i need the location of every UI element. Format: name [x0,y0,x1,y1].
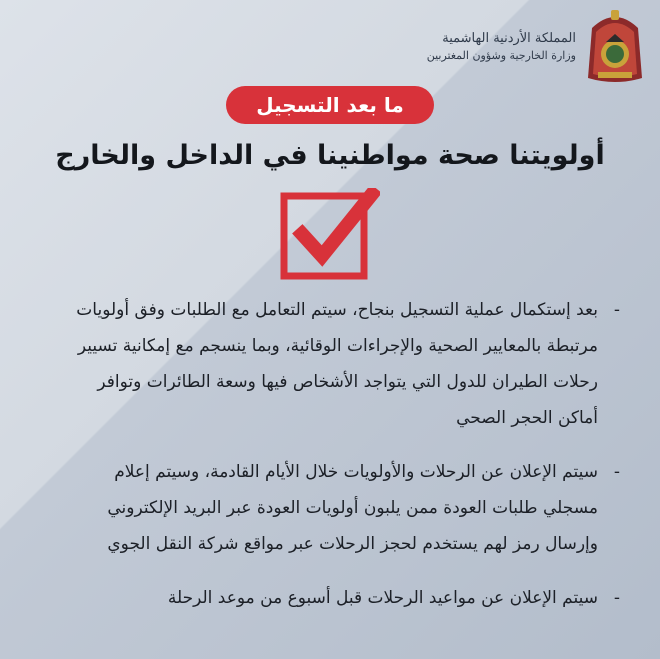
ministry-name [427,30,576,64]
list-item [60,580,620,616]
list-item [60,292,620,436]
section-badge-label: ما بعد التسجيل [256,93,404,117]
bullet-dash: - [613,300,620,320]
header [427,8,646,86]
ministry-line2: وزارة الخارجية وشؤون المغتربين [426,49,576,62]
list-item-text: سيتم الإعلان عن مواعيد الرحلات قبل أسبوع من موعد الرحلة [167,588,598,608]
checkbox-checked-icon [280,188,380,282]
bullet-dash: - [613,462,620,482]
list-item [60,454,620,562]
bullet-dash: - [613,588,620,608]
list-item-text: سيتم الإعلان عن الرحلات والأولويات خلال الأيام القادمة، وسيتم إعلام مسجلي طلبات العودة ممن يلبون أولويات العودة عبر البريد الإلكتروني وإرسال رمز لهم يستخدم لحجز الرحلات عبر مواقع شركة النقل الجوي [107,462,598,554]
ministry-line1: المملكة الأردنية الهاشمية [442,31,576,46]
section-badge [226,86,434,124]
jordan-coat-of-arms-icon [584,8,646,86]
info-list [60,292,620,634]
page-title: أولويتنا صحة مواطنينا في الداخل والخارج [55,140,605,171]
list-item-text: بعد إستكمال عملية التسجيل بنجاح، سيتم التعامل مع الطلبات وفق أولويات مرتبطة بالمعايير الصحية والإجراءات الوقائية، وبما ينسجم مع إمكانية تسيير رحلات الطيران للدول التي يتواجد الأشخاص فيها وسعة الطائرات وتوافر أماكن الحجر الصحي [76,300,598,428]
